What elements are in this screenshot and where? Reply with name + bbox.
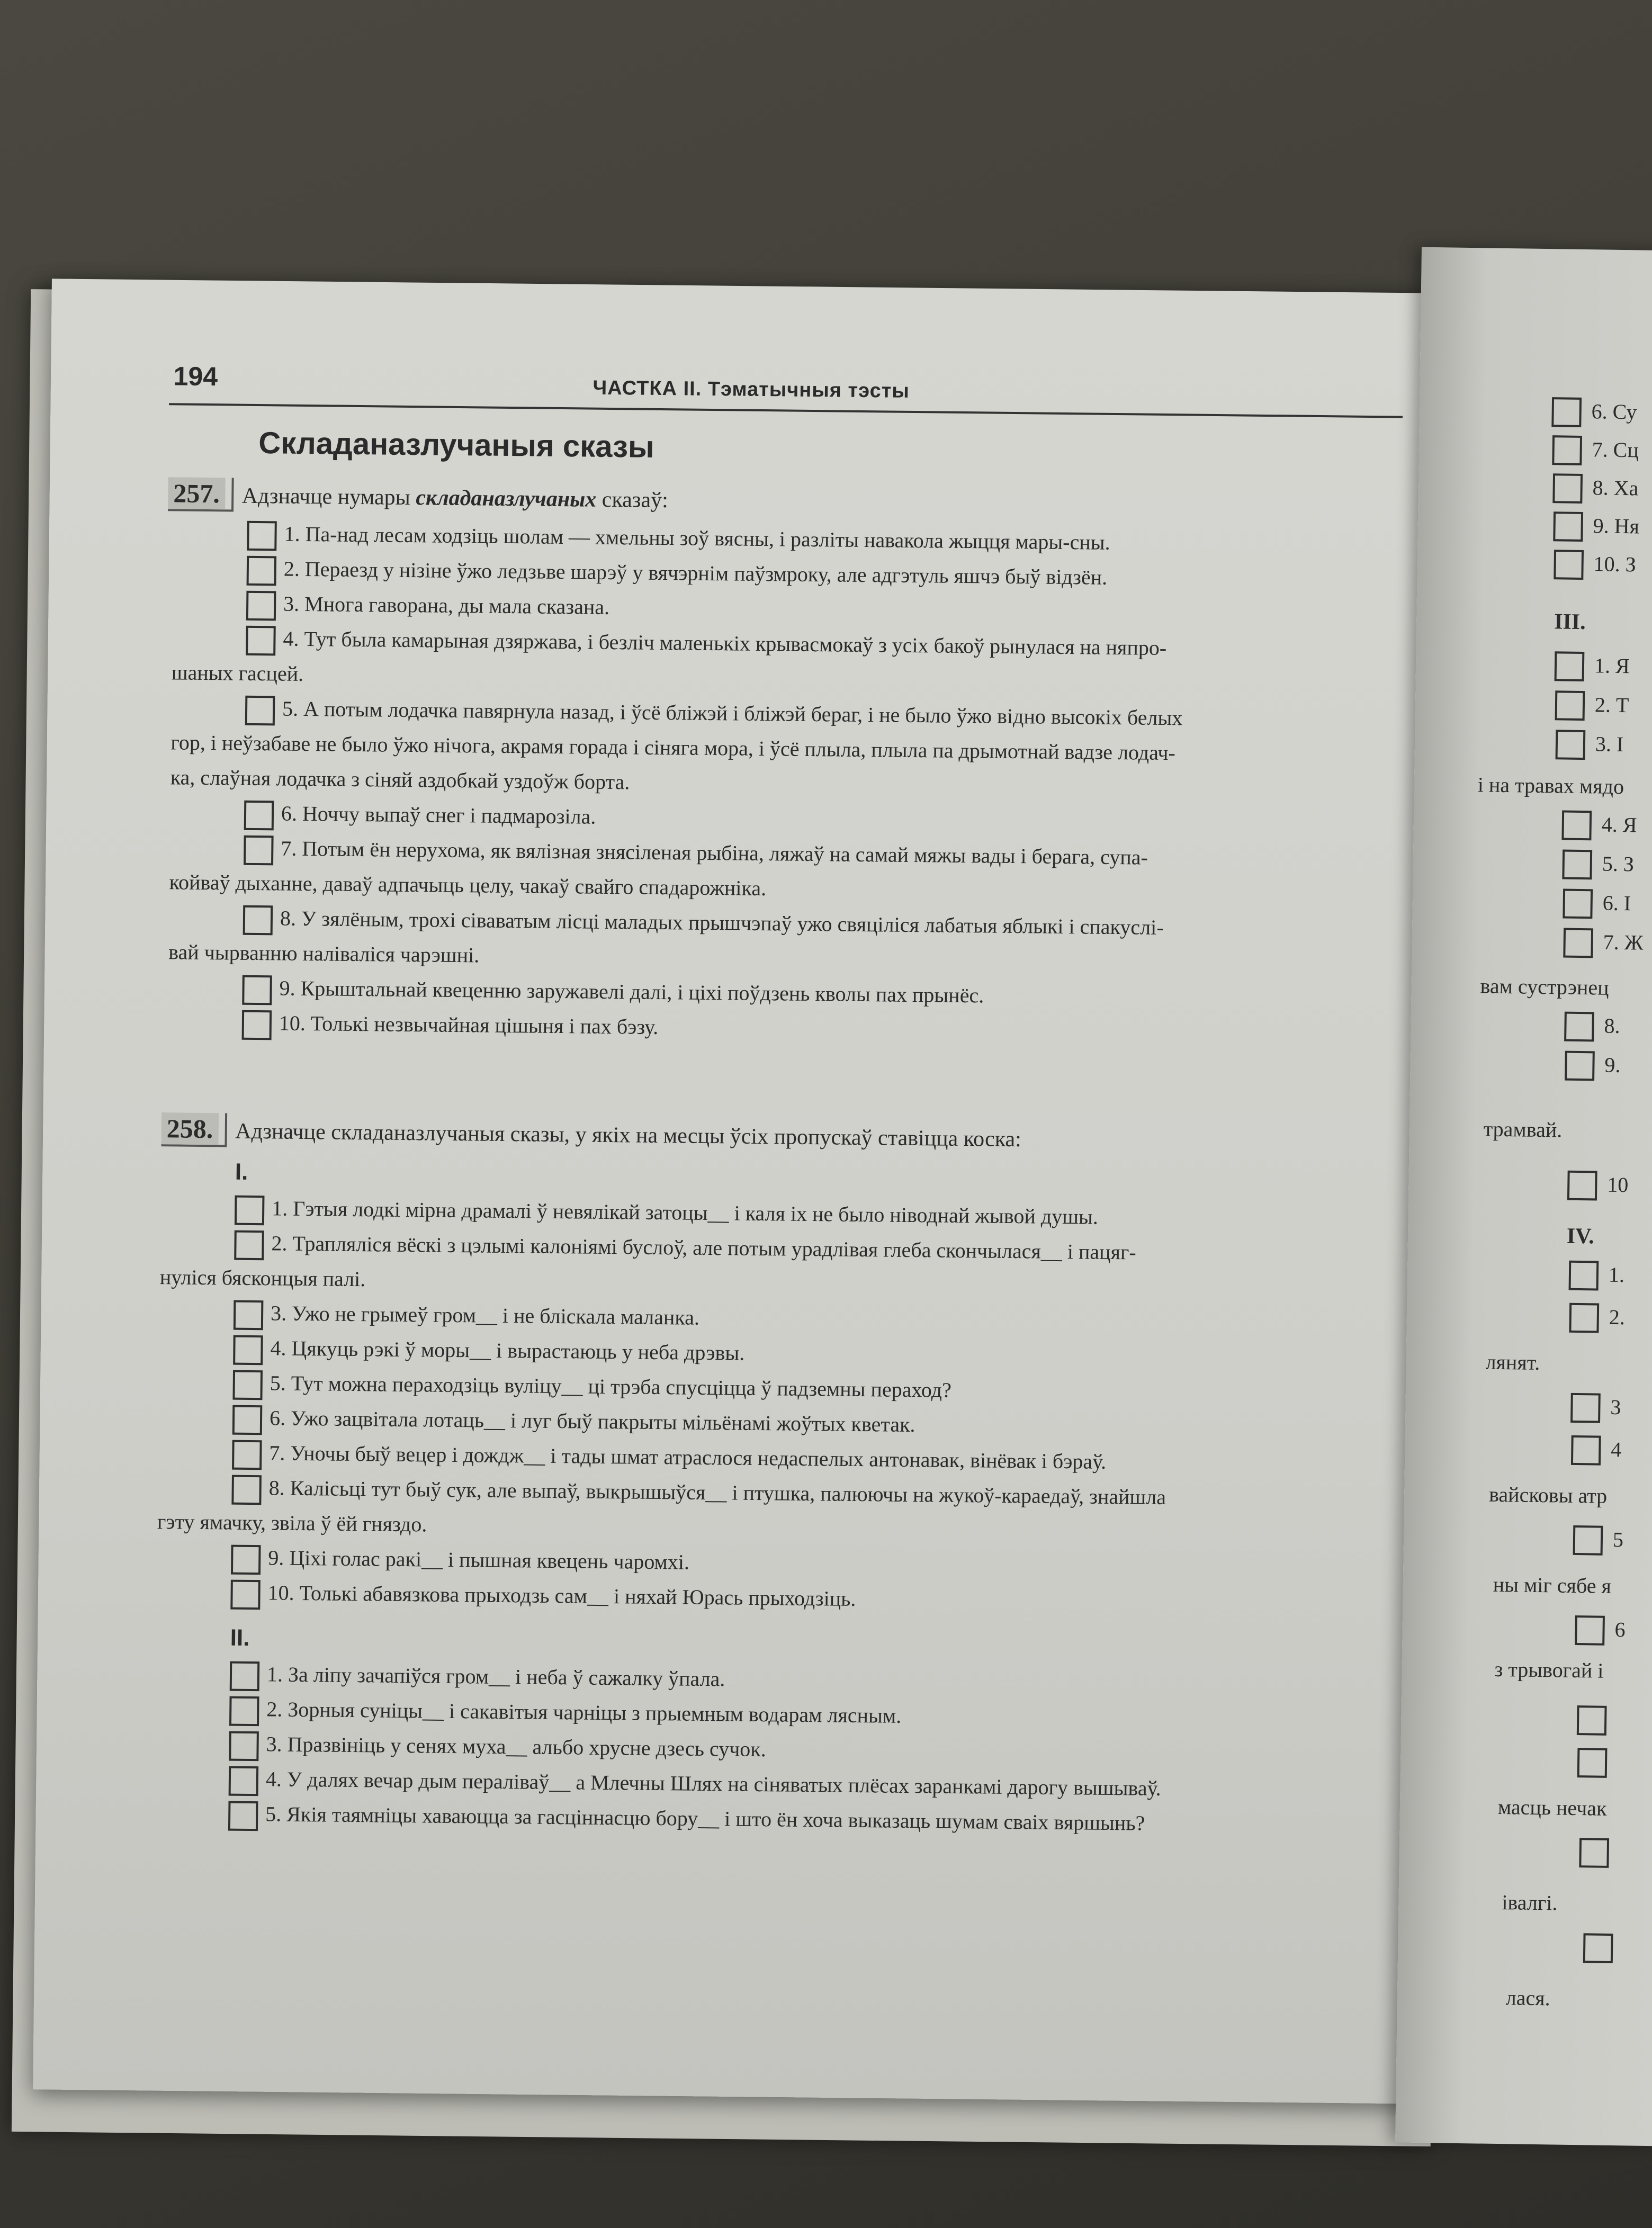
answer-box[interactable] [1555,651,1585,681]
group-label: III. [1554,609,1586,635]
answer-box[interactable] [1567,1171,1597,1201]
right-item: 4 [1611,1437,1622,1462]
answer-box[interactable] [1583,1933,1613,1963]
answer-box[interactable] [245,696,275,726]
list-item: 3. Празвініць у сенях муха__ альбо хрусне дзесь сучок. [229,1727,1389,1774]
right-continuation: вам сустрэнец [1480,974,1609,1000]
task-items [168,516,1402,1053]
answer-box[interactable] [246,626,276,656]
task-258 [154,1112,1395,1843]
list-item: 2. Трапляліся вёскі з цэлымі калоніямі буслоў, але потым урадлівая глеба скончылася__ і пацяг- нуліся бясконцыя палі. [159,1231,1136,1291]
answer-box[interactable] [1554,550,1584,580]
right-item: 5 [1612,1527,1624,1552]
answer-box[interactable] [232,1370,263,1400]
answer-box[interactable] [228,1801,258,1831]
answer-box[interactable] [230,1661,260,1691]
answer-box[interactable] [247,521,277,551]
task-instruction: Адзначце складаназлучаныя сказы, у якіх на месцы ўсіх пропускаў ставіцца коска: [235,1119,1022,1152]
running-header: ЧАСТКА II. Тэматычныя тэсты [592,376,910,402]
task-head [161,1112,1395,1159]
answer-box[interactable] [235,1195,265,1225]
list-item: 2. Зорныя суніцы__ і сакавітыя чарніцы з прыемным водарам лясным. [229,1692,1389,1739]
right-item: 6. І [1602,891,1631,915]
list-item: 1. Па-над лесам ходзіць шолам — хмельны зоў вясны, і разліты навакола жыцця мары-сны. [247,516,1402,563]
answer-box[interactable] [1561,810,1592,840]
task-257 [163,477,1402,1052]
list-item: 9. Крыштальнай квеценню заружавелі далі, і ціхі поўдзень кволы пах прынёс. [242,971,1397,1018]
answer-box[interactable] [242,975,272,1005]
answer-box[interactable] [1570,1393,1601,1423]
section-title: Складаназлучаныя сказы [258,426,654,464]
right-item: 1. Я [1594,653,1630,678]
list-item: 3. Ужо не грымеў гром__ і не бліскала маланка. [234,1296,1394,1343]
right-item: 6. Су [1591,399,1637,424]
answer-box[interactable] [1564,1012,1594,1042]
list-item: 5. Якія таямніцы хаваюцца за гасціннасцю бору__ і што ён хоча выказаць шумам сваіх вяршынь? [228,1796,1388,1844]
page-number: 194 [173,361,218,392]
answer-box[interactable] [243,905,273,936]
right-continuation: вайсковы атр [1488,1482,1608,1508]
list-item: 1. Гэтыя лодкі мірна драмалі ў невялікай затоцы__ і каля іх не было ніводнай жывой душы. [235,1191,1395,1238]
task-number: 257. [168,477,234,511]
right-item: 9. Ня [1593,514,1640,538]
list-item: 4. Тут была камарыная дзяржава, і безліч маленькіх крывасмокаў з усіх бакоў рынулася на няпро- шаных гасцей. [171,626,1167,686]
answer-box[interactable] [232,1440,262,1470]
group-label: I. [235,1158,248,1185]
answer-box[interactable] [229,1696,259,1726]
answer-box[interactable] [246,591,276,621]
right-continuation: з трывогай і [1494,1657,1604,1683]
answer-box[interactable] [247,556,277,586]
list-item: 5. А потым лодачка павярнула назад, і ўсё бліжэй і бліжэй бераг, і не было ўжо відно высокіх белых гор, і неўзабаве не было ўжо нічога, акрамя горада і сіняга мора, і ўсё плыла, плыла па дрымотнай вадзе лодач- ка, слаўная лодачка з сіняй аздобкай уздоўж борта. [170,696,1183,794]
answer-box[interactable] [1552,473,1583,504]
right-continuation: лянят. [1485,1350,1540,1375]
right-continuation: лася. [1505,1986,1551,2010]
answer-box[interactable] [1573,1525,1603,1556]
list-item: 10. Толькі незвычайная цішыня і пах бэзу. [242,1005,1397,1053]
right-item: 3 [1610,1395,1621,1420]
answer-box[interactable] [1562,850,1592,880]
right-item: 3. І [1595,732,1624,757]
answer-box[interactable] [1553,511,1583,542]
right-item: 4. Я [1601,812,1637,837]
task-number: 258. [161,1112,227,1147]
answer-box[interactable] [231,1475,262,1505]
right-item: 10. З [1593,552,1637,577]
answer-box[interactable] [1569,1261,1599,1291]
answer-box[interactable] [1563,889,1593,919]
right-item: 2. Т [1594,693,1629,717]
right-continuation: ны міг сябе я [1493,1572,1612,1598]
list-item: 1. За ліпу зачапіўся гром__ і неба ў сажалку ўпала. [230,1657,1390,1704]
list-item: 10. Толькі абавязкова прыходзь сам__ і няхай Юрась прыходзіць. [230,1575,1390,1622]
right-item: 1. [1608,1262,1625,1287]
list-item: 7. Уночы быў вецер і дождж__ і тады шмат атраслося недаспелых антонавак, вінёвак і бэраў. [232,1435,1392,1483]
list-item: 2. Пераезд у нізіне ўжо ледзьве шарэў у вячэрнім паўзмроку, але адгэтуль яшчэ быў відзён. [247,551,1402,598]
answer-box[interactable] [232,1405,263,1435]
list-item: 3. Многа гаворана, ды мала сказана. [246,586,1401,633]
list-item: 8. У зялёным, трохі сіваватым лісці маладых прышчэпаў ужо свяціліся лабатыя яблыкі і спакуслі- вай чырванню наліваліся чарэшні. [168,906,1164,967]
list-item: 4. Цякуць рэкі ў моры__ і вырастаюць у неба дрэвы. [233,1331,1393,1378]
list-item: 6. Ужо зацвітала лотаць__ і луг быў пакрыты мільёнамі жоўтых кветак. [232,1400,1393,1448]
answer-box[interactable] [1556,730,1586,760]
right-continuation: івалгі. [1502,1890,1558,1915]
answer-box[interactable] [1571,1435,1601,1466]
answer-box[interactable] [1577,1705,1607,1736]
right-item: 9. [1604,1053,1621,1077]
right-item: 8. [1604,1013,1620,1038]
answer-box[interactable] [244,801,274,831]
right-continuation: і на травах мядо [1477,772,1624,799]
right-item: 2. [1609,1305,1626,1329]
answer-box[interactable] [1565,1051,1595,1081]
answer-box[interactable] [242,1010,272,1040]
answer-box[interactable] [1579,1838,1609,1868]
list-item: 6. Ноччу выпаў снег і падмарозіла. [244,796,1399,843]
answer-box[interactable] [1575,1615,1605,1646]
answer-box[interactable] [230,1579,261,1610]
page-content [88,360,1408,2068]
group-label: II. [230,1624,250,1651]
header-rule [169,403,1403,418]
right-page [1395,247,1652,2146]
right-continuation: трамвай. [1483,1117,1563,1142]
group-label: IV. [1566,1224,1595,1249]
list-item: 9. Ціхі голас ракі__ і пышная квецень чаромхі. [231,1540,1391,1587]
answer-box[interactable] [1569,1303,1599,1333]
answer-box[interactable] [1577,1748,1608,1778]
answer-box[interactable] [1552,435,1582,465]
task-items [157,1154,1395,1844]
right-item: 10 [1607,1172,1629,1197]
answer-box[interactable] [1555,690,1585,721]
right-item: 7. Сц [1592,437,1639,462]
answer-box[interactable] [229,1731,259,1761]
answer-box[interactable] [229,1766,259,1796]
right-item: 5. З [1602,851,1635,876]
list-item: 8. Калісьці тут быў сук, але выпаў, выкрышыўся__ і птушка, палюючы на жукоў-караедаў, знайшла гэту ямачку, звіла ў ёй гняздо. [157,1476,1166,1537]
task-instruction: Адзначце нумары складаназлучаных сказаў: [241,483,669,513]
answer-box[interactable] [234,1230,264,1260]
right-item: 7. Ж [1603,930,1644,955]
answer-box[interactable] [1551,397,1582,427]
answer-box[interactable] [234,1300,264,1330]
answer-box[interactable] [231,1544,261,1575]
list-item: 5. Тут можна пераходзіць вуліцу__ ці трэба спусціцца ў падземны пераход? [232,1365,1393,1413]
answer-box[interactable] [1563,928,1593,958]
right-continuation: масць нечак [1497,1794,1607,1820]
list-item: 4. У далях вечар дым пераліваў__ а Млечны Шлях на сіняватых плёсах заранкамі дарогу вышываў. [229,1762,1389,1809]
answer-box[interactable] [244,836,274,866]
right-item: 8. Ха [1592,475,1639,500]
right-item: 6 [1614,1618,1626,1642]
answer-box[interactable] [233,1335,263,1365]
list-item: 7. Потым ён нерухома, як вялізная знясіленая рыбіна, ляжаў на самай мяжы вады і берага, супа- койваў дыханне, даваў адпачыць целу, чакаў свайго спадарожніка. [169,836,1148,901]
